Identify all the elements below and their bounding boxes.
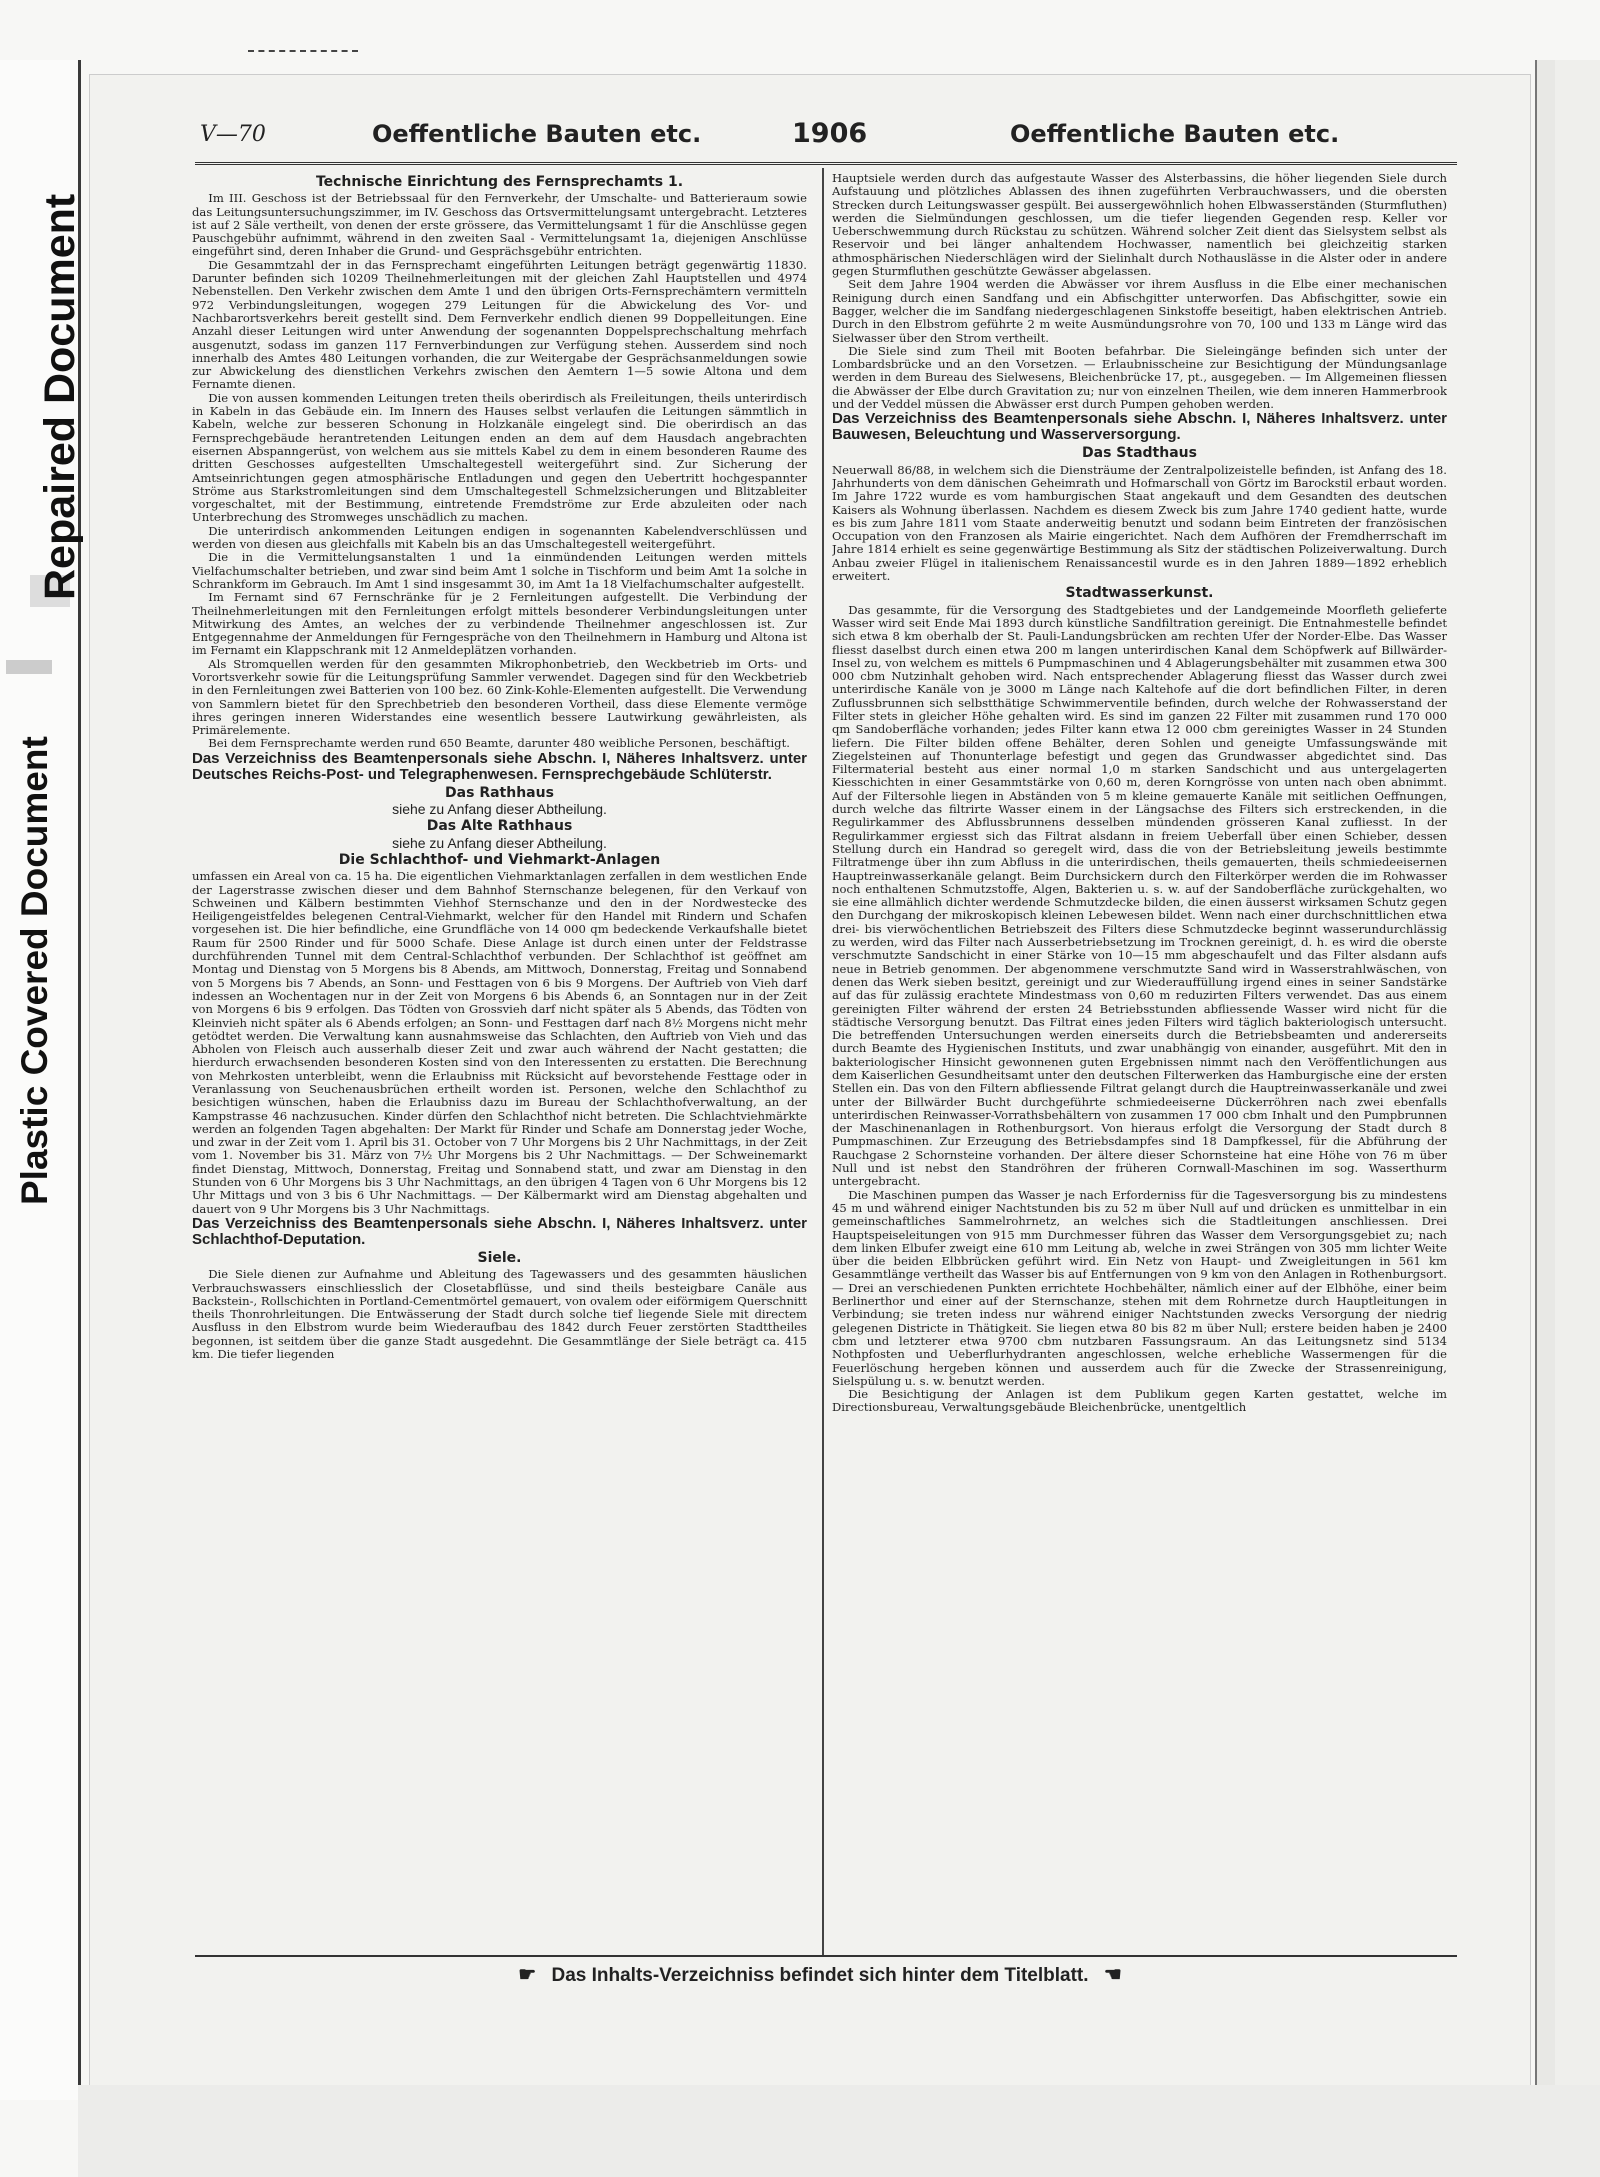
section-title: Das Stadthaus [1082, 445, 1197, 462]
paragraph: Die Gesammtzahl der in das Fernsprechamt eingeführten Leitungen beträgt gegenwärtig 11830. Darunter befinden sich 10209 Theilnehmerleitungen mit der gleichen Zahl Hauptstellen und 4974 Nebenstellen. Den Verkehr zwischen dem Amte 1 und den übrigen Orts-Fernsprechämtern vermitteln 972 Verbindungsleitungen, wogegen 279 Leitungen für die Abwickelung des Vor- und Nachbarortsverkehrs bereit gestellt sind. Dem Fernverkehr endlich dienen 99 Doppelleitungen. Eine Anzahl dieser Leitungen wird unter Anwendung der sogenannten Doppelsprechschaltung mehrfach ausgenutzt, sodass im ganzen 117 Fernverbindungen zur Verfügung stehen. Ausserdem sind noch innerhalb des Amtes 480 Leitungen vorhanden, die zur Weitergabe der Gesprächsanmeldungen sowie zur Abwickelung des dienstlichen Verkehrs zwischen den Aemtern 1—5 sowie Altona und dem Fernamte dienen. [192, 257, 807, 392]
scan-bottom-band [78, 2085, 1600, 2177]
column-divider [822, 168, 824, 1955]
personnel-reference: Das Verzeichniss des Beamtenpersonals siehe Abschn. I, Näheres Inhaltsverz. unter Bauwesen, Beleuchtung und Wasserversorgung. [832, 410, 1447, 444]
pointing-hand-icon: ☚ [1103, 1964, 1122, 1986]
section-note: siehe zu Anfang dieser Abtheilung. [392, 801, 607, 818]
paragraph: Neuerwall 86/88, in welchem sich die Diensträume der Zentralpolizeistelle befinden, ist Anfang des 18. Jahrhunderts von dem dänischen Geheimrath und Hofmarschall von Görtz im Barockstil erbaut worden. Im Jahre 1722 wurde es vom hamburgischen Staat angekauft und dem Gesandten des deutschen Kaisers als Wohnung überlassen. Nachdem es diesem Zweck bis zum Jahre 1740 gedient hatte, wurde es bis zum Jahre 1811 vom Staate anderweitig benutzt und sodann beim Eintreten der französischen Occupation von den Franzosen als Mairie eingerichtet. Nach dem Aufhören der Fremdherrschaft im Jahre 1814 erhielt es seine gegenwärtige Bestimmung als Sitz der städtischen Polizeiverwaltung. Durch Anbau zweier Flügel in italienischem Renaissancestil wurde es in den Jahren 1889—1892 erheblich erweitert. [832, 462, 1447, 584]
section-title: Das Alte Rathhaus [426, 818, 573, 835]
paragraph: Im III. Geschoss ist der Betriebssaal für den Fernverkehr, der Umschalte- und Batterieraum sowie das Leitungsuntersuchungszimmer, im IV. Geschoss das Ortsvermittelungsamt untergebracht. Letzteres ist auf 2 Säle vertheilt, von denen der erste grössere, das Vermittelungsamt 1 für die Anschlüsse gegen Pauschgebühr aufnimmt, während in den zweiten Saal - Vermittelungsamt 1a, diejenigen Anschlüsse eingeführt sind, deren Inhaber die Grund- und Gesprächsgebühr entrichten. [192, 191, 807, 259]
footer-note [420, 1962, 1220, 1987]
paragraph: Die Siele sind zum Theil mit Booten befahrbar. Die Sieleingänge befinden sich unter der Lombardsbrücke und an den Vorsetzen. — Erlaubnisscheine zur Besichtigung der Mündungsanlage werden in dem Bureau des Sielwesens, Bleichenbrücke 17, pt., ausgegeben. — Im Allgemeinen fliessen die Abwässer der Elbe durch Gravitation zu; nur von einzelnen Theilen, wie dem inneren Hammerbrook und der Veddel müssen die Abwässer erst durch Pumpen gehoben werden. [832, 343, 1447, 412]
page-id: V—70 [200, 122, 266, 147]
paragraph: Die Maschinen pumpen das Wasser je nach Erforderniss für die Tagesversorgung bis zu mindestens 45 m und während einiger Nachtstunden bis zu 52 m über Null auf und drücken es unmittelbar in ein gemeinschaftliches Sammelrohrnetz, an welches sich die Stadtleitungen anschliessen. Drei Hauptspeiseleitungen von 915 mm Durchmesser führen das Wasser dem Versorgungsgebiet zu; nach dem linken Elbufer zweigt eine 610 mm Leitung ab, welche in zwei Strängen von 305 mm lichter Weite über die beiden Elbbrücken geführt wird. Ein Netz von Haupt- und Zweigleitungen in 561 km Gesammtlänge vertheilt das Wasser bis auf Entfernungen von 9 km von den Anlagen in Rothenburgsort. — Drei an verschiedenen Punkten errichtete Hochbehälter, nämlich einer auf der Elbhöhe, einer beim Berlinerthor und einer auf der Sternschanze, stehen mit dem Rohrnetze durch Hauptleitungen in Verbindung; sie treten indess nur während einiger Nachtstunden zwecks Versorgung der niedrig gelegenen Districte in Thätigkeit. Sie liegen etwa 80 bis 82 m über Null; erstere beiden haben je 2400 cbm und letzterer etwa 9700 cbm nutzbaren Fassungsraum. An das Leitungsnetz sind 5134 Nothpfosten und Ueberflurhydranten angeschlossen, welche erhebliche Wassermengen für die Feuerlöschung hergeben können und ausserdem auch für die Zwecke der Strassenreinigung, Sielspülung u. s. w. benutzt werden. [832, 1187, 1447, 1388]
repaired-document-label: Repaired Document [36, 193, 84, 600]
pointing-hand-icon: ☛ [518, 1964, 537, 1986]
top-dashed-mark [248, 50, 358, 52]
paragraph: Als Stromquellen werden für den gesammten Mikrophonbetrieb, den Weckbetrieb im Orts- und Vorortsverkehr sowie für die Leitungsprüfung Sammler verwendet. Dagegen sind für den Weckbetrieb in den Fernleitungen zwei Batterien von 100 bez. 60 Zink-Kohle-Elementen aufgestellt. Die Verwendung von Sammlern bietet für den Sprechbetrieb den besonderen Vortheil, dass diese Elemente vermöge ihres geringen inneren Widerstandes eine wesentlich bessere Lautwirkung gewährleisten, als Primärelemente. [192, 656, 807, 738]
paragraph: Bei dem Fernsprechamte werden rund 650 Beamte, darunter 480 weibliche Personen, beschäftigt. [208, 736, 790, 751]
footer-text: Das Inhalts-Verzeichniss befindet sich hinter dem Titelblatt. [551, 1965, 1089, 1986]
section-title: Das Rathhaus [445, 784, 554, 801]
section-title: Stadtwasserkunst. [1065, 585, 1214, 602]
plastic-covered-document-label: Plastic Covered Document [14, 736, 55, 1205]
header-title-right: Oeffentliche Bauten etc. [1010, 120, 1340, 148]
label-bar [6, 660, 52, 674]
page-header [200, 118, 1456, 158]
header-year: 1906 [792, 118, 868, 149]
paragraph: Das gesammte, für die Versorgung des Stadtgebietes und der Landgemeinde Moorfleth gelieferte Wasser wird seit Ende Mai 1893 durch künstliche Sandfiltration gereinigt. Die Entnahmestelle befindet sich etwa 8 km oberhalb der St. Pauli-Landungsbrücken am rechten Ufer der Norder-Elbe. Das Wasser fliesst daselbst durch einen etwa 200 m langen unterirdischen Kanal dem Schöpfwerk auf Billwärder-Insel zu, von welchem es mittels 6 Pumpmaschinen und 4 Ablagerungsbehälter mit zusammen etwa 300 000 cbm Nutzinhalt gehoben wird. Nach entsprechender Ablagerung fliesst das Wasser durch zwei unterirdische Kanäle von je 3000 m Länge nach Kaltehofe auf die dort befindlichen Filter, in deren Zuflussbrunnen sich selbstthätige Schwimmerventile befinden, durch welche der Rohwasserstand der Filter stets in gleicher Höhe gehalten wird. Es sind im ganzen 22 Filter mit zusammen rund 170 000 qm Sandoberfläche vorhanden; jedes Filter kann etwa 12 000 cbm gereinigtes Wasser in 24 Stunden liefern. Die Filter bilden offene Behälter, deren Sohlen und geneigte Umfassungswände mit Ziegelsteinen auf Thonunterlage befestigt und gegen das Grundwasser abgedichtet sind. Das Filtermaterial besteht aus einer normal 1,0 m starken Sandschicht und aus untergelagerten Kiesschichten in einer Gesammtstärke von 0,60 m, deren Korngrösse von unten nach oben abnimmt. Auf der Filtersohle liegen in Abständen von 5 m kleine gemauerte Kanäle mit seitlichen Oeffnungen, durch welche das filtrirte Wasser einem in der Längsachse des Filters sich erstreckenden, in die Regulirkammer des Abflussbrunnens desselben mündenden grösseren Kanal zufliesst. In der Regulirkammer ergiesst sich das Filtrat alsdann in freiem Ueberfall über einen Schieber, dessen Stellung durch ein Handrad so geregelt wird, dass die von der Betriebsleitung jeweils bestimmte Filtratmenge über ihn zum Abfluss in die unterirdischen, theils gemauerten, theils schmiedeeisernen Hauptreinwasserkanäle gelangt. Beim Durchsickern durch den Filterkörper werden die im Rohwasser noch enthaltenen Schmutzstoffe, Algen, Bakterien u. s. w. auf der Sandoberfläche zurückgehalten, wo sie eine allmählich dichter werdende Schmutzdecke bilden, die einen äusserst wirksamen Schutz gegen den Durchgang der mikroskopisch kleinen Lebewesen bildet. Wenn nach einer durchschnittlichen etwa drei- bis vierwöchentlichen Betriebszeit des Filters diese Schmutzdecke beginnt wasserundurchlässig zu werden, wird das Filter nach Ausserbetriebsetzung im Trocknen gereinigt, d. h. es wird die oberste verschmutzte Sandschicht in einer Stärke von 10—15 mm abgeschaufelt und das Filter alsdann aufs neue in Betrieb genommen. Der abgenommene verschmutzte Sand wird in Wasserstrahlwäschen, von denen das Werk sieben besitzt, gereinigt und zur Wiederauffüllung irgend eines in seiner Sandstärke auf das für zulässig erachtete Mindestmass von 0,60 m reduzirten Filters verwendet. Das aus einem gereinigten Filter während der ersten 24 Betriebsstunden abfliessende Wasser wird nicht für die städtische Versorgung benutzt. Das Filtrat eines jeden Filters wird täglich bakteriologisch untersucht. Die betreffenden Untersuchungen werden einerseits durch die Betriebsbeamten und andererseits durch Beamte des Hygienischen Instituts, und zwar unabhängig von einander, ausgeführt. Mit den in bakteriologischer Hinsicht gewonnenen guten Ergebnissen nimmt nach den Veröffentlichungen aus dem Kaiserlichen Gesundheitsamt unter den deutschen Filterwerken das Hamburgische eine der ersten Stellen ein. Das von den Filtern abfliessende Filtrat gelangt durch die Hauptreinwasserkanäle und zwei unter der Billwärder Bucht durchgeführte schmiedeeiserne Dückerröhren nach zwei ebenfalls unterirdischen Reinwasser-Vorrathsbehältern von zusammen 17 000 cbm Inhalt und den Pumpbrunnen der Maschinenanlagen in Rothenburgsort. Von hieraus erfolgt die Versorgung der Stadt durch 8 Pumpmaschinen. Zur Erzeugung des Betriebsdampfes sind 18 Dampfkessel, für die Abführung der Rauchgase 2 Schornsteine vorhanden. Der ältere dieser Schornsteine hat eine Höhe von 76 m über Null und ist nebst den Standröhren der früheren Cornwall-Maschinen im sog. Wasserthurm untergebracht. [832, 602, 1447, 1189]
page-right-margin [1555, 60, 1600, 2100]
section-title: Technische Einrichtung des Fernsprechamts 1. [315, 174, 684, 190]
personnel-reference: Das Verzeichniss des Beamtenpersonals siehe Abschn. I, Näheres Inhaltsverz. unter Schlachthof-Deputation. [192, 1214, 807, 1248]
paragraph: Die Siele dienen zur Aufnahme und Ableitung des Tagewassers und des gesammten häuslichen Verbrauchswassers einschliesslich der Closetabflüsse, und sind theils besteigbare Canäle aus Backstein-, Rollschichten in Portland-Cementmörtel gemauert, von ovalem oder eiförmigem Querschnitt theils Thonrohrleitungen. Die Entwässerung der Stadt durch solche tief liegende Siele mit directem Ausfluss in den Elbstrom wurde beim Wiederaufbau des 1842 durch Feuer zerstörten Stadttheiles begonnen, ist seitdem über die ganze Stadt ausgedehnt. Die Gesammtlänge der Siele beträgt ca. 415 km. Die tiefer liegenden [192, 1267, 807, 1362]
paragraph: Die unterirdisch ankommenden Leitungen endigen in sogenannten Kabelendverschlüssen und werden von diesen aus gleichfalls mit Kabeln bis an das Umschaltegestell weitergeführt. [192, 523, 807, 552]
paragraph: Im Fernamt sind 67 Fernschränke für je 2 Fernleitungen aufgestellt. Die Verbindung der Theilnehmerleitungen mit den Fernleitungen erfolgt mittels besonderer Verbindungsleitungen unter Mitwirkung des Amtes, an welches der zu verbindende Theilnehmer angeschlossen ist. Zur Entgegennahme der Anmeldungen für Ferngespräche von den Theilnehmern in Hamburg und Altona ist im Fernamt ein Klappschrank mit 12 Anmeldeplätzen vorhanden. [192, 590, 807, 658]
right-column [832, 172, 1447, 1952]
paragraph: Hauptsiele werden durch das aufgestaute Wasser des Alsterbassins, die höher liegenden Siele durch Aufstauung und plötzliches Ablassen des ihnen zugeführten Verbrauchwassers, und die obersten Strecken durch Leitungswasser gespült. Bei aussergewöhnlich hohen Elbwasserständen (Sturmfluthen) werden die Sielmündungen geschlossen, um die tiefer liegenden Gegenden resp. Keller vor Ueberschwemmung durch Rückstau zu schützen. Während solcher Zeit dient das Sielsystem selbst als Reservoir und bei länger anhaltendem Hochwasser, namentlich bei gleichzeitig starken athmosphärischen Niederschlägen wird der Sielinhalt durch Nothauslässe in die Alster oder in andere gegen Sturmfluthen geschützte Gewässer abgelassen. [832, 172, 1447, 279]
section-title: Siele. [477, 1249, 522, 1266]
personnel-reference: Das Verzeichniss des Beamtenpersonals siehe Abschn. I, Näheres Inhaltsverz. unter Deutsches Reichs-Post- und Telegraphenwesen. Fernsprechgebäude Schlüterstr. [192, 749, 807, 783]
paragraph: Die von aussen kommenden Leitungen treten theils oberirdisch als Freileitungen, theils unterirdisch in Kabeln in das Gebäude ein. Im Innern des Hauses selbst verlaufen die Leitungen sämmtlich in Kabeln, welche zur besseren Schonung in Holzkanäle eingelegt sind. Die oberirdisch an das Fernsprechgebäude herantretenden Leitungen enden an dem auf dem Hausdach angebrachten eisernen Abspanngerüst, von welchem aus sie mittels Kabel zu dem in einem besonderen Raume des dritten Geschosses aufgestellten Umschaltegestell weitergeführt sind. Zur Sicherung der Amtseinrichtungen gegen atmosphärische Entladungen und gegen den Uebertritt hochgespannter Ströme aus Starkstromleitungen sind dem Umschaltegestell Schmelzsicherungen und Blitzableiter vorgeschaltet, mit der Bestimmung, eintretende Fremdströme zur Erde abzuleiten oder nach Unterbrechung des Stromweges unschädlich zu machen. [192, 390, 807, 525]
paragraph: Die Besichtigung der Anlagen ist dem Publikum gegen Karten gestattet, welche im Directionsbureau, Verwaltungsgebäude Bleichenbrücke, unentgeltlich [832, 1387, 1447, 1415]
section-title: Die Schlachthof- und Viehmarkt-Anlagen [338, 851, 661, 868]
page-right-edge [1535, 60, 1557, 2100]
paragraph: umfassen ein Areal von ca. 15 ha. Die eigentlichen Viehmarktanlagen zerfallen in dem westlichen Ende der Lagerstrasse zwischen dieser und dem Bahnhof Sternschanze belegenen, für den Verkauf von Schweinen und Kälbern bestimmten Viehhof Sternschanze und den in der Nordwestecke des Heiligengeistfeldes belegenen Central-Viehmarkt, welcher für den Handel mit Rindern und Schafen vorgesehen ist. Die hier befindliche, eine Grundfläche von 14 000 qm bedeckende Verkaufshalle bietet Raum für 2500 Rinder und für 5000 Schafe. Diese Anlage ist durch einen unter der Feldstrasse durchführenden Tunnel mit dem Central-Schlachthof verbunden. Der Schlachthof ist geöffnet am Montag und Dienstag von 5 Morgens bis 8 Abends, am Mittwoch, Donnerstag, Freitag und Sonnabend von 5 Morgens bis 7 Abends, an Sonn- und Festtagen von 6 bis 9 Morgens. Der Auftrieb von Vieh darf indessen an Wochentagen nur in der Zeit von Morgens 6 bis Abends 6, an Sonntagen nur in der Zeit von Morgens 6 bis 9 erfolgen. Das Tödten von Grossvieh darf nicht später als 5 Abends, das Tödten von Kleinvieh nicht später als 6 Abends erfolgen; an Sonn- und Festtagen darf nach 8½ Morgens nicht mehr getödtet werden. Die Verwaltung kann ausnahmsweise das Schlachten, den Auftrieb von Vieh und das Abholen von Fleisch auch ausserhalb dieser Zeit und zwar auch während der Nacht gestatten; die hierdurch erwachsenden besonderen Kosten sind von den Interessenten zu erstatten. Die Berechnung von Mehrkosten unterbleibt, wenn die Erlaubniss mit Rücksicht auf bevorstehende Festtage oder in Veranlassung von Seuchenausbrüchen ertheilt worden ist. Personen, welche den Schlachthof zu besichtigen wünschen, haben die Erlaubniss dazu im Bureau der Schlachthofverwaltung, an der Kampstrasse 46 nachzusuchen. Kinder dürfen den Schlachthof nicht betreten. Die Schlachtviehmärkte werden an folgenden Tagen abgehalten: Der Markt für Rinder und Schafe am Donnerstag jeder Woche, und zwar in der Zeit vom 1. April bis 31. October von 7 Uhr Morgens bis 2 Uhr Nachmittags, in der Zeit vom 1. November bis 31. März von 7½ Uhr Morgens bis 2 Uhr Nachmittags. — Der Schweinemarkt findet Dienstag, Mittwoch, Donnerstag, Freitag und Sonnabend statt, und zwar am Dienstag in den Stunden von 6 Uhr Morgens bis 3 Uhr Nachmittags, an den übrigen 4 Tagen von 6 Uhr Morgens bis 12 Uhr Mittags und von 3 bis 6 Uhr Nachmittags. — Der Kälbermarkt wird am Dienstag abgehalten und dauert von 9 Uhr Morgens bis 3 Uhr Nachmittags. [192, 869, 807, 1216]
section-note: siehe zu Anfang dieser Abtheilung. [392, 834, 607, 851]
paragraph: Die in die Vermittelungsanstalten 1 und 1a einmündenden Leitungen werden mittels Vielfachumschalter betrieben, und zwar sind beim Amt 1 solche in Tischform und beim Amt 1a solche in Schrankform im Gebrauch. Im Amt 1 sind insgesammt 30, im Amt 1a 18 Vielfachumschalter aufgestellt. [192, 550, 807, 591]
header-title-left: Oeffentliche Bauten etc. [372, 120, 702, 148]
header-rule [195, 162, 1457, 165]
paragraph: Seit dem Jahre 1904 werden die Abwässer vor ihrem Ausfluss in die Elbe einer mechanischen Reinigung durch einen Sandfang und ein Abfischgitter unterworfen. Das Abfischgitter, sowie ein Bagger, welcher die im Sandfang niedergeschlagenen Sinkstoffe beseitigt, haben elektrischen Antrieb. Durch in den Elbstrom geführte 2 m weite Ausmündungsrohre von 70, 100 und 133 m Länge wird das Sielwasser über den Strom vertheilt. [832, 277, 1447, 345]
footer-rule [195, 1955, 1457, 1957]
left-column [192, 172, 807, 1952]
